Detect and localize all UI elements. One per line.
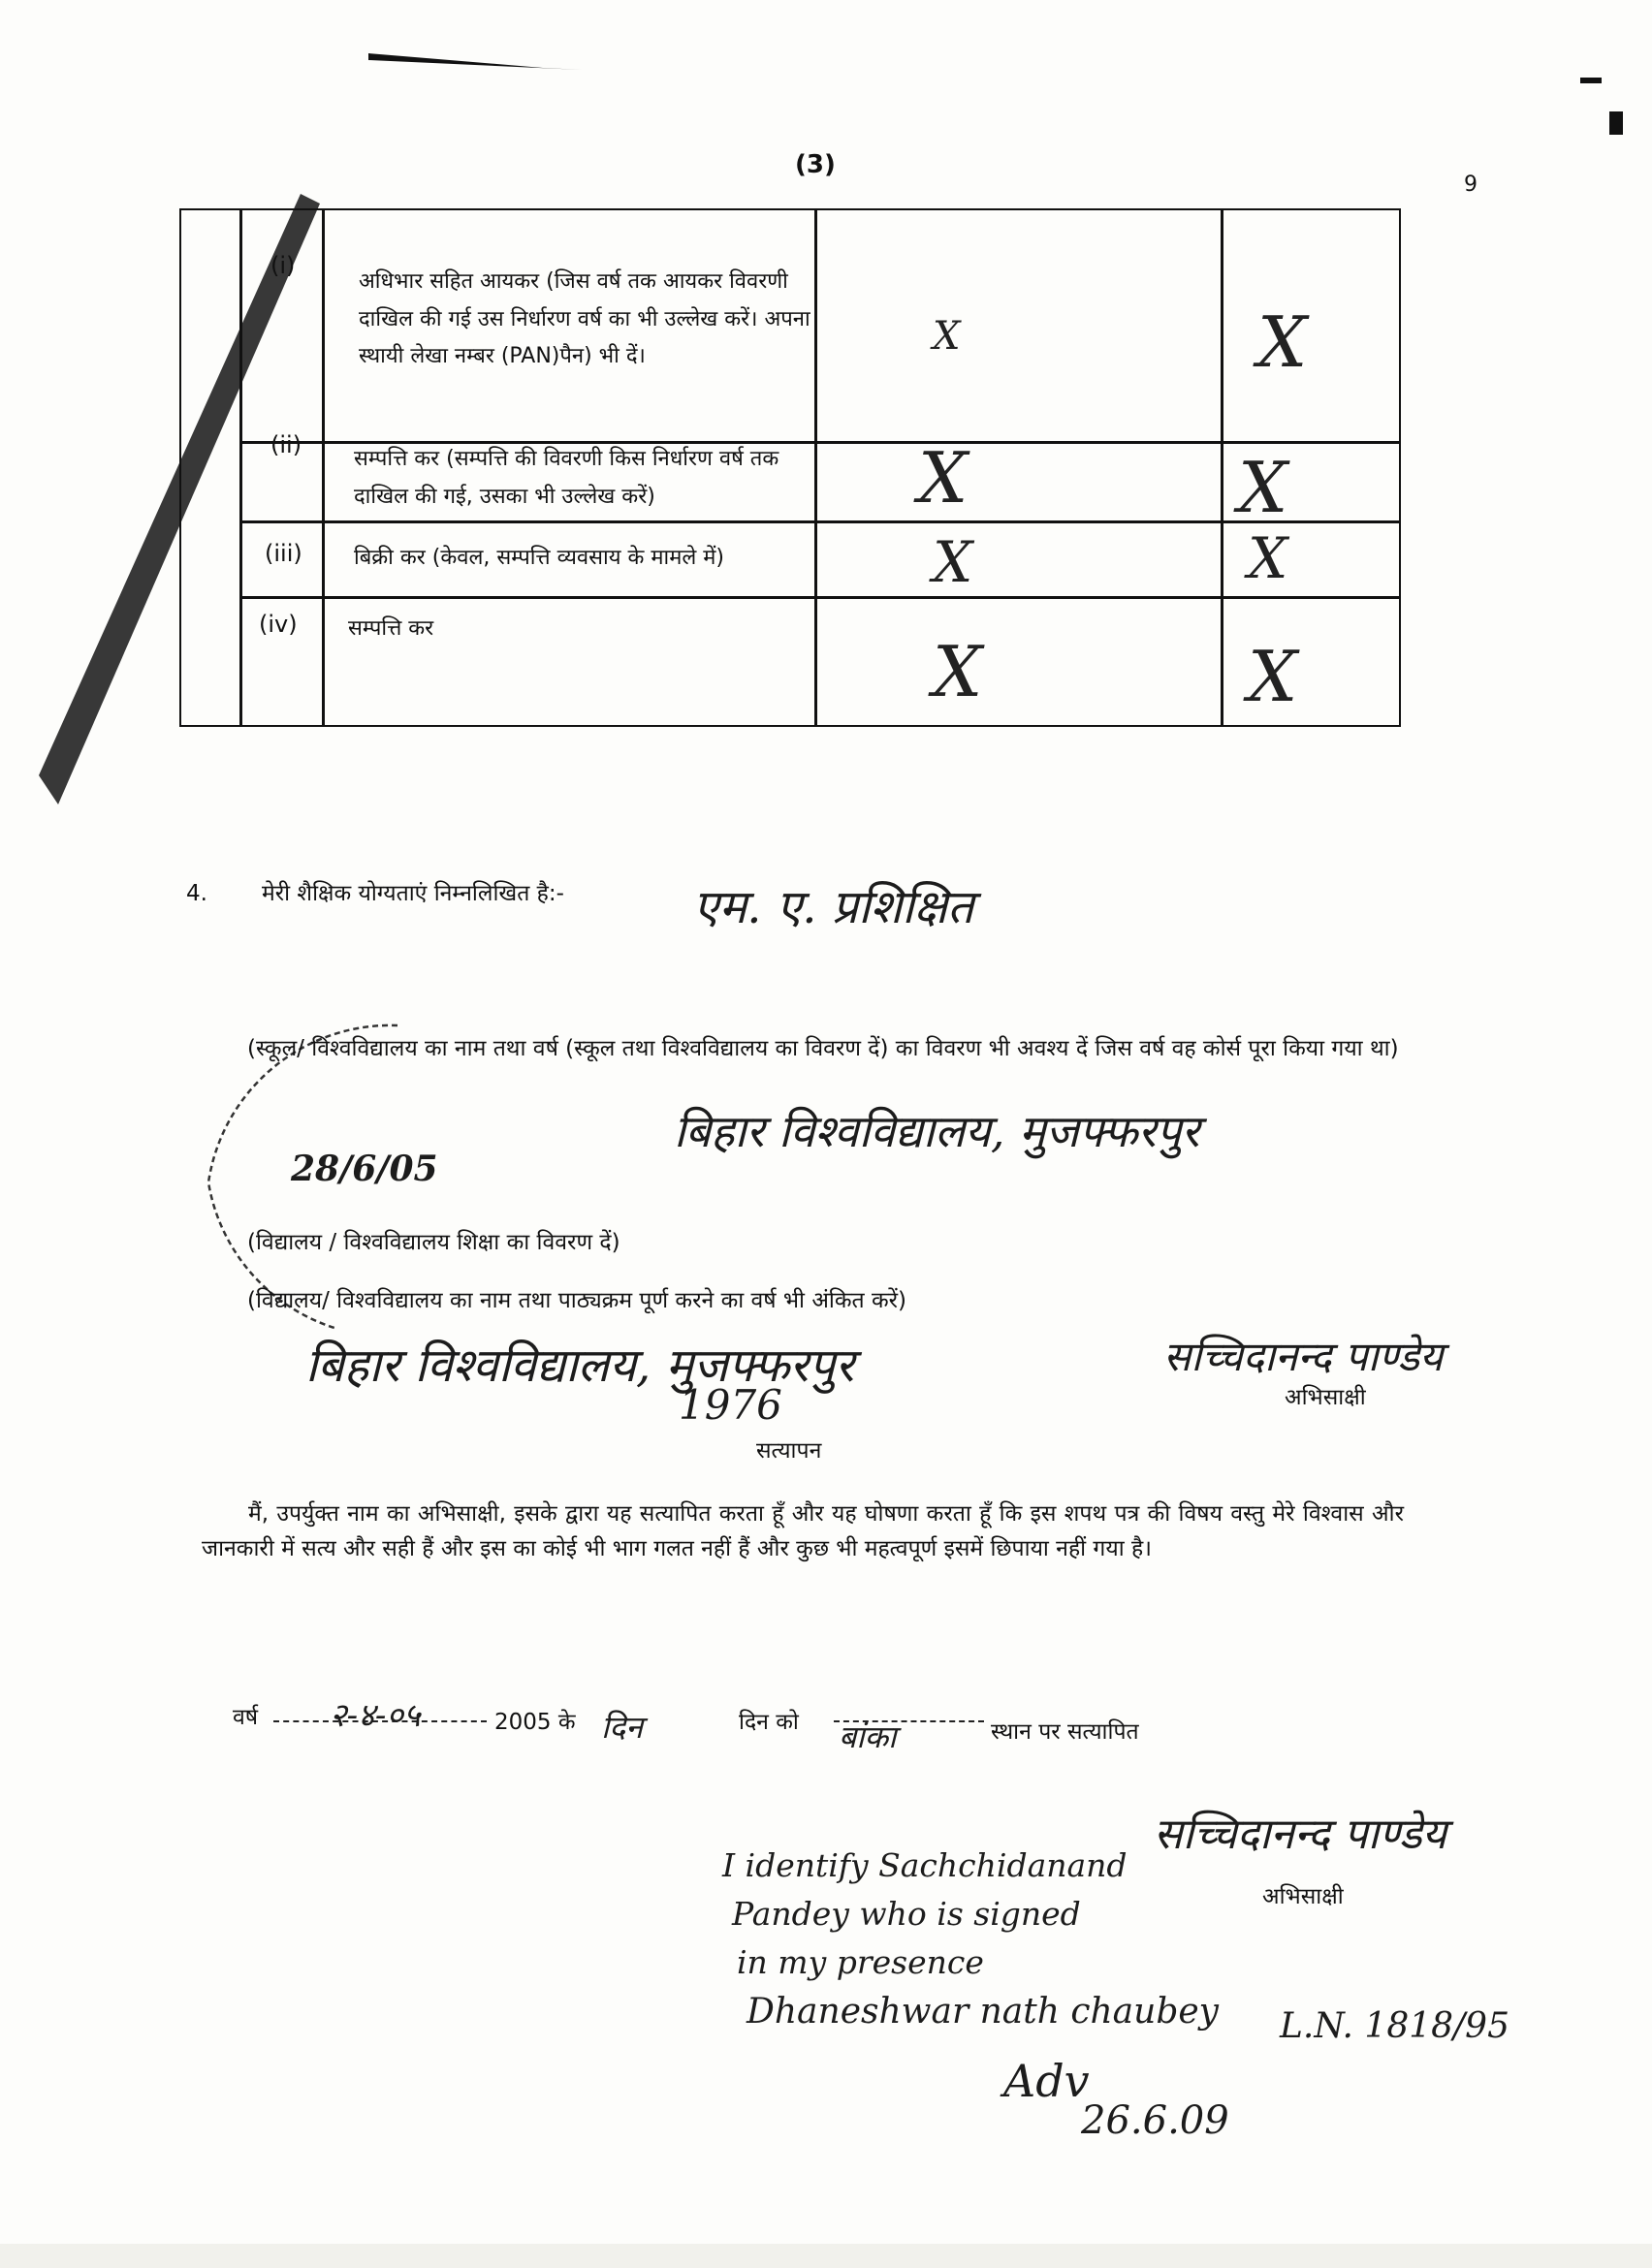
institution-label-1: (विद्यालय / विश्वविद्यालय शिक्षा का विवरण दें) — [247, 1230, 620, 1255]
attestation-line: Pandey who is signed — [732, 1895, 1081, 1933]
deponent-label: अभिसाक्षी — [1285, 1385, 1366, 1410]
corner-number: 9 — [1464, 173, 1477, 197]
verification-paragraph: मैं, उपर्युक्त नाम का अभिसाक्षी, इसके द्वारा यह सत्यापित करता हूँ और यह घोषणा करता हूँ कि इस शपथ पत्र की विषय वस्तु मेरे विश्वास और जानकारी में सत्य और सही हैं और इस का कोई भी भाग गलत नहीं हैं और कुछ भी महत्वपूर्ण इसमें छिपाया नहीं गया है। — [202, 1501, 1404, 1561]
cross-mark: X — [918, 437, 969, 519]
attestation-line: in my presence — [737, 1943, 984, 1981]
cross-mark: X — [1238, 447, 1288, 528]
handwritten-year: 1976 — [679, 1381, 782, 1429]
row-number: (i) — [270, 252, 296, 279]
row-number: (iv) — [259, 611, 298, 638]
qualification-label: मेरी शैक्षिक योग्यताएं निम्नलिखित है:- — [262, 881, 564, 906]
cross-mark: X — [933, 529, 973, 595]
handwritten-day: दिन — [601, 1709, 644, 1746]
attestation-name: Dhaneshwar nath chaubey — [747, 1992, 1220, 2032]
attestation-initials: Adv — [1003, 2055, 1090, 2107]
attestation-regno: L.N. 1818/95 — [1280, 2006, 1509, 2046]
verification-deponent-label: अभिसाक्षी — [1262, 1884, 1344, 1909]
year-label: वर्ष — [233, 1705, 259, 1730]
assets-tax-table — [179, 208, 1401, 727]
handwritten-institution: बिहार विश्वविद्यालय, मुजफ्फरपुर — [305, 1339, 854, 1393]
cross-mark: X — [1248, 636, 1298, 717]
cross-mark: X — [933, 631, 983, 712]
attestation-date: 26.6.09 — [1081, 2098, 1229, 2143]
row-number: (ii) — [270, 431, 302, 458]
row-description: सम्पत्ति कर (सम्पत्ति की विवरणी किस निर्धारण वर्ष तक दाखिल की गई, उसका भी उल्लेख करें) — [354, 447, 779, 509]
deponent-signature: सच्चिदानन्द पाण्डेय — [1163, 1333, 1444, 1380]
verification-title: सत्यापन — [756, 1438, 822, 1464]
year-2005: 2005 के — [494, 1710, 576, 1735]
verification-signature: सच्चिदानन्द पाण्डेय — [1154, 1810, 1447, 1859]
cross-mark: X — [933, 314, 961, 359]
row-number: (iii) — [265, 540, 302, 567]
handwritten-qualification: एम. ए. प्रशिक्षित — [693, 880, 974, 934]
row-description: अधिभार सहित आयकर (जिस वर्ष तक आयकर विवरणी दाखिल की गई उस निर्धारण वर्ष का भी उल्लेख करें। अपना स्थायी लेखा नम्बर (PAN)पैन) भी दें। — [359, 269, 810, 368]
cross-mark: X — [1257, 301, 1308, 383]
place-label: स्थान पर सत्यापित — [991, 1719, 1139, 1745]
stamp-initials: 28/6/05 — [291, 1149, 438, 1189]
row-description: सम्पत्ति कर — [348, 616, 434, 641]
attestation-line: I identify Sachchidanand — [722, 1846, 1128, 1884]
section-number: 4. — [186, 881, 207, 906]
handwritten-place: बांका — [839, 1718, 897, 1755]
page-number: (3) — [795, 150, 836, 179]
day-label: दिन को — [739, 1710, 799, 1735]
handwritten-school: बिहार विश्वविद्यालय, मुजफ्फरपुर — [674, 1105, 1200, 1157]
school-instruction: (स्कूल/ विश्वविद्यालय का नाम तथा वर्ष (स्कूल तथा विश्वविद्यालय का विवरण दें) का विवरण भी अवश्य दें जिस वर्ष वह कोर्स पूरा किया गया था) — [247, 1036, 1399, 1061]
institution-label-2: (विद्यालय/ विश्वविद्यालय का नाम तथा पाठ्यक्रम पूर्ण करने का वर्ष भी अंकित करें) — [247, 1288, 906, 1313]
cross-mark: X — [1248, 525, 1288, 591]
handwritten-date: २-४-०५ — [330, 1696, 421, 1735]
row-description: बिक्री कर (केवल, सम्पत्ति व्यवसाय के मामले में) — [354, 546, 725, 570]
